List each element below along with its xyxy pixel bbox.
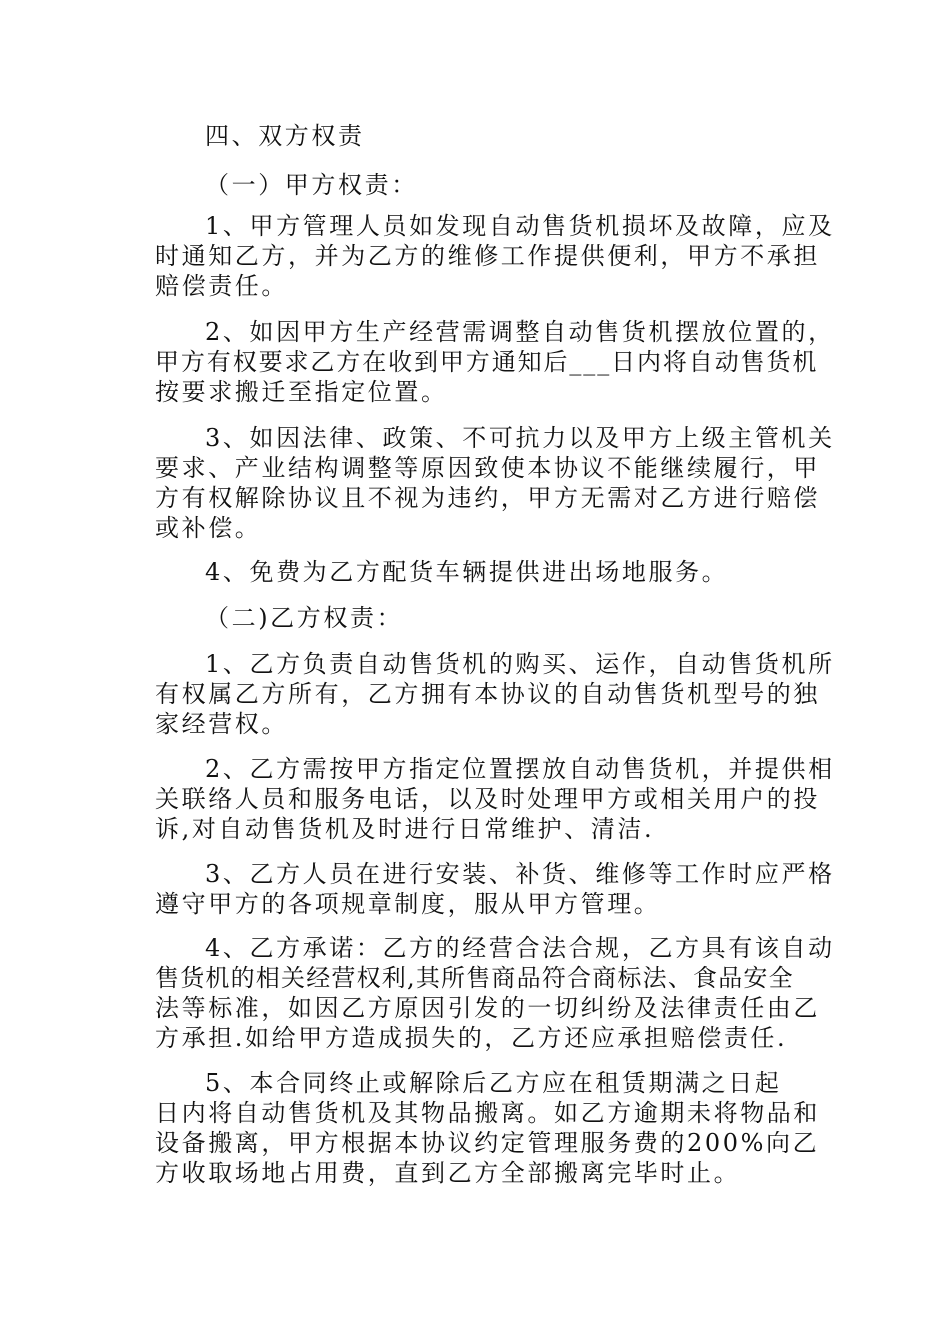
party-a-item-3-line-1: 3、如因法律、政策、不可抗力以及甲方上级主管机关 xyxy=(205,424,835,452)
party-b-item-4-line-2: 售货机的相关经营权利,其所售商品符合商标法、食品安全 xyxy=(155,964,794,992)
party-b-item-5-line-1: 5、本合同终止或解除后乙方应在租赁期满之日起 xyxy=(205,1069,782,1097)
section-heading: 四、双方权责 xyxy=(205,122,365,150)
party-a-item-1-line-1: 1、甲方管理人员如发现自动售货机损坏及故障，应及 xyxy=(205,212,835,240)
party-b-item-2-line-1: 2、乙方需按甲方指定位置摆放自动售货机，并提供相 xyxy=(205,755,835,783)
party-a-item-4-line-1: 4、免费为乙方配货车辆提供进出场地服务。 xyxy=(205,558,729,586)
party-a-item-2-line-3: 按要求搬迁至指定位置。 xyxy=(155,378,448,406)
party-b-item-4-line-3: 法等标准，如因乙方原因引发的一切纠纷及法律责任由乙 xyxy=(155,994,820,1022)
party-a-item-3-line-4: 或补偿。 xyxy=(155,514,262,542)
party-b-item-3-line-2: 遵守甲方的各项规章制度，服从甲方管理。 xyxy=(155,890,661,918)
party-b-item-5-line-3: 设备搬离，甲方根据本协议约定管理服务费的200%向乙 xyxy=(155,1129,820,1157)
party-b-heading: （二)乙方权责： xyxy=(205,604,404,632)
party-a-item-2-line-2: 甲方有权要求乙方在收到甲方通知后___日内将自动售货机 xyxy=(155,348,819,376)
party-a-item-2-line-1: 2、如因甲方生产经营需调整自动售货机摆放位置的， xyxy=(205,318,835,346)
party-a-item-1-line-3: 赔偿责任。 xyxy=(155,272,288,300)
party-a-item-3-line-3: 方有权解除协议且不视为违约，甲方无需对乙方进行赔偿 xyxy=(155,484,820,512)
party-b-item-3-line-1: 3、乙方人员在进行安装、补货、维修等工作时应严格 xyxy=(205,860,835,888)
party-b-item-4-line-1: 4、乙方承诺：乙方的经营合法合规，乙方具有该自动 xyxy=(205,934,835,962)
party-b-item-5-line-2: 日内将自动售货机及其物品搬离。如乙方逾期未将物品和 xyxy=(155,1099,820,1127)
party-b-item-2-line-2: 关联络人员和服务电话，以及时处理甲方或相关用户的投 xyxy=(155,785,820,813)
party-b-item-1-line-2: 有权属乙方所有，乙方拥有本协议的自动售货机型号的独 xyxy=(155,680,820,708)
party-b-item-2-line-3: 诉,对自动售货机及时进行日常维护、清洁. xyxy=(155,815,655,843)
party-b-item-5-line-4: 方收取场地占用费，直到乙方全部搬离完毕时止。 xyxy=(155,1159,741,1187)
party-b-item-1-line-3: 家经营权。 xyxy=(155,710,288,738)
party-a-item-3-line-2: 要求、产业结构调整等原因致使本协议不能继续履行，甲 xyxy=(155,454,820,482)
party-b-item-4-line-4: 方承担.如给甲方造成损失的，乙方还应承担赔偿责任. xyxy=(155,1024,788,1052)
party-b-item-1-line-1: 1、乙方负责自动售货机的购买、运作，自动售货机所 xyxy=(205,650,835,678)
party-a-heading: （一）甲方权责： xyxy=(205,171,418,199)
party-a-item-1-line-2: 时通知乙方，并为乙方的维修工作提供便利，甲方不承担 xyxy=(155,242,820,270)
